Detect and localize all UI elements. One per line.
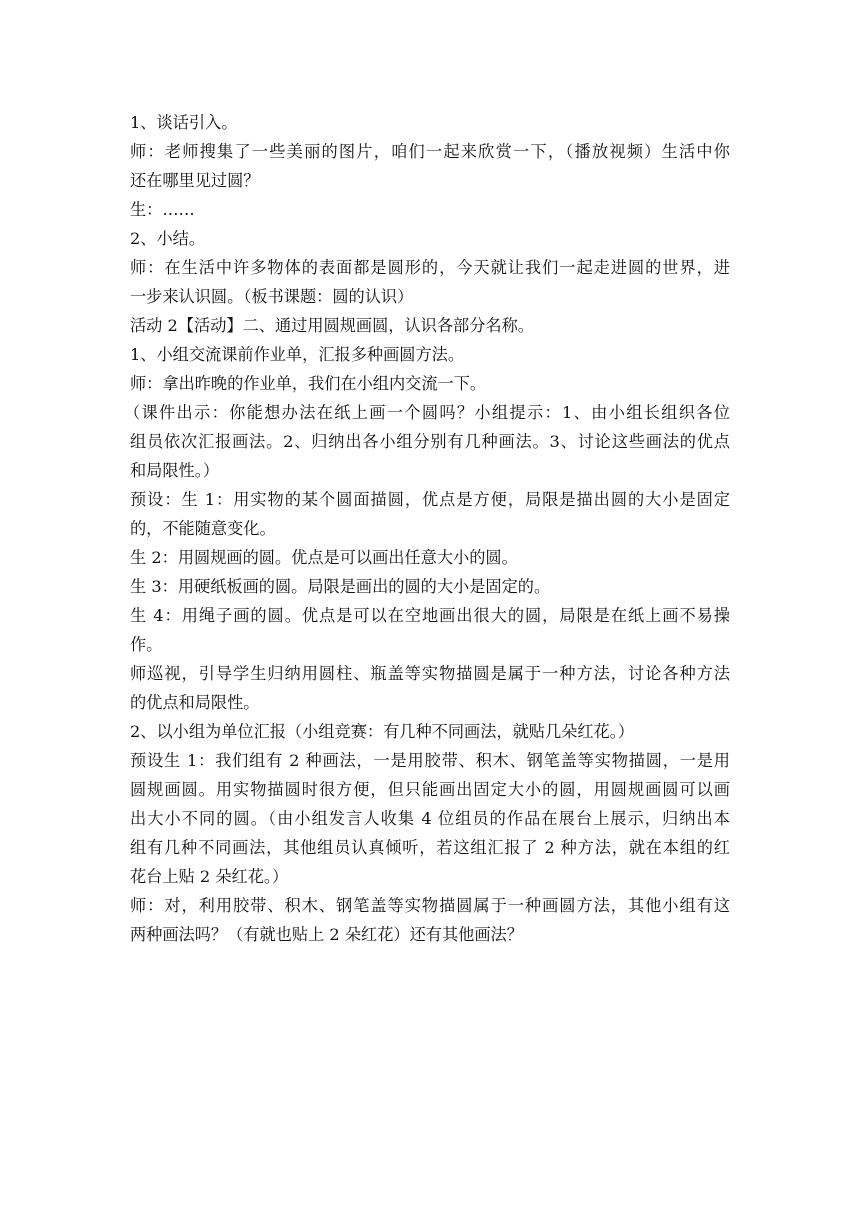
text-line: 还在哪里见过圆？ [130,171,260,190]
text-line: 花台上贴 2 朵红花。） [130,867,289,886]
text-line: 1、小组交流课前作业单，汇报多种画圆方法。 [130,345,465,364]
text-line: 两种画法吗？（有就也贴上 2 朵红花）还有其他画法？ [130,925,523,944]
text-line: 一步来认识圆。（板书课题：圆的认识） [130,287,414,306]
text-line: 预设：生 1：用实物的某个圆面描圆，优点是方便，局限是描出圆的大小是固定 [130,490,730,509]
text-line: 生 3：用硬纸板画的圆。局限是画出的圆的大小是固定的。 [130,577,551,596]
document-body [124,108,730,949]
text-line: 的优点和局限性。 [130,693,260,712]
text-line: 预设生 1：我们组有 2 种画法，一是用胶带、积木、钢笔盖等实物描圆，一是用 [130,751,730,770]
text-line: 作。 [130,635,163,654]
text-line: 师：对，利用胶带、积木、钢笔盖等实物描圆属于一种画圆方法，其他小组有这 [130,896,730,915]
text-line: 组有几种不同画法，其他组员认真倾听，若这组汇报了 2 种方法，就在本组的红 [130,838,730,857]
text-line: 1、谈话引入。 [130,113,238,132]
text-line: 师：拿出昨晚的作业单，我们在小组内交流一下。 [130,374,487,393]
text-line: 出大小不同的圆。（由小组发言人收集 4 位组员的作品在展台上展示，归纳出本 [130,809,730,828]
text-line: 师：老师搜集了一些美丽的图片，咱们一起来欣赏一下，（播放视频）生活中你 [130,142,730,161]
text-line: 2、小结。 [130,229,206,248]
text-line: 2、以小组为单位汇报（小组竞赛：有几种不同画法，就贴几朵红花。） [130,722,635,741]
text-line: 的，不能随意变化。 [130,519,276,538]
text-line: 活动 2【活动】二、通过用圆规画圆，认识各部分名称。 [130,316,534,335]
text-line: 师：在生活中许多物体的表面都是圆形的，今天就让我们一起走进圆的世界，进 [130,258,730,277]
text-line: 圆规画圆。用实物描圆时很方便，但只能画出固定大小的圆，用圆规画圆可以画 [130,780,730,799]
text-line: 组员依次汇报画法。2、归纳出各小组分别有几种画法。3、讨论这些画法的优点 [130,432,730,451]
text-line: 师巡视，引导学生归纳用圆柱、瓶盖等实物描圆是属于一种方法，讨论各种方法 [130,664,730,683]
text-line: 生 2：用圆规画的圆。优点是可以画出任意大小的圆。 [130,548,518,567]
text-line: 生：…… [130,200,195,219]
text-line: （课件出示：你能想办法在纸上画一个圆吗？小组提示：1、由小组长组织各位 [124,403,730,422]
text-line: 和局限性。） [130,461,220,480]
text-line: 生 4：用绳子画的圆。优点是可以在空地画出很大的圆，局限是在纸上画不易操 [130,606,730,625]
